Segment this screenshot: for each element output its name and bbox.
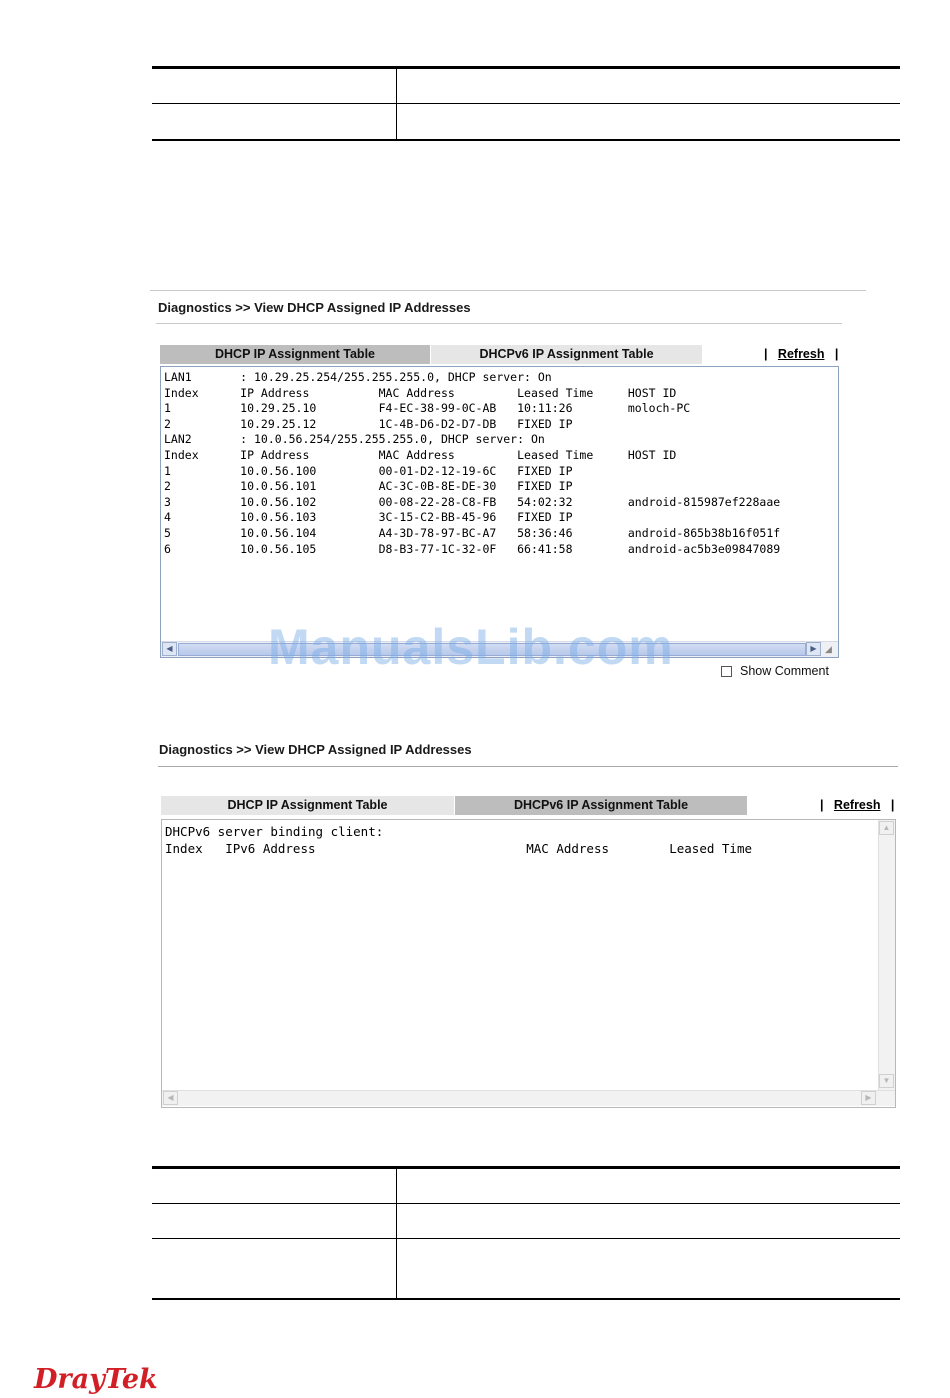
scroll-left-icon[interactable]: ◀ bbox=[163, 1091, 178, 1105]
dhcpv6-table-content: DHCPv6 server binding client: Index IPv6 Address MAC Address Leased Time bbox=[165, 824, 752, 856]
refresh-area bbox=[820, 798, 894, 812]
table-cell bbox=[397, 104, 901, 140]
show-comment-checkbox[interactable] bbox=[721, 666, 732, 677]
refresh-link[interactable]: Refresh bbox=[833, 798, 881, 812]
table-cell bbox=[152, 1204, 397, 1239]
resize-grip-icon[interactable]: ◢ bbox=[825, 644, 832, 654]
separator: | bbox=[820, 798, 824, 812]
table-cell bbox=[397, 1204, 901, 1239]
dhcpv6-table-pane[interactable] bbox=[161, 819, 896, 1108]
divider bbox=[150, 290, 866, 291]
scroll-right-icon[interactable]: ▶ bbox=[861, 1091, 876, 1105]
tab-dhcp-ip-assignment[interactable]: DHCP IP Assignment Table bbox=[160, 345, 430, 364]
bottom-table bbox=[152, 1166, 900, 1300]
divider bbox=[156, 323, 842, 324]
separator: | bbox=[764, 347, 768, 361]
table-cell bbox=[397, 68, 901, 104]
horizontal-scrollbar[interactable] bbox=[162, 1090, 895, 1106]
table-cell bbox=[397, 1168, 901, 1204]
scroll-left-icon[interactable]: ◀ bbox=[162, 642, 177, 656]
scroll-down-icon[interactable]: ▼ bbox=[879, 1074, 894, 1088]
dhcp-table-content: LAN1 : 10.29.25.254/255.255.255.0, DHCP server: On Index IP Address MAC Address Leased Time HOST ID 1 10.29.25.10 F4-EC-38-99-0C-AB 10:11:26 moloch-PC 2 10.29.25.12 1C-4B-D6-D2-D7-DB FIXED IP LAN2 : 10.0.56.254/255.255.255.0, DHCP server: On Index IP Address MAC Address Leased Time HOST ID 1 10.0.56.100 00-01-D2-12-19-6C FIXED IP 2 10.0.56.101 AC-3C-0B-8E-DE-30 FIXED IP 3 10.0.56.102 00-08-22-28-C8-FB 54:02:32 android-815987ef228aae 4 10.0.56.103 3C-15-C2-BB-45-96 FIXED IP 5 10.0.56.104 A4-3D-78-97-BC-A7 58:36:46 android-865b38b16f051f 6 10.0.56.105 D8-B3-77-1C-32-0F 66:41:58 android-ac5b3e09847089 bbox=[164, 370, 781, 556]
breadcrumb: Diagnostics >> View DHCP Assigned IP Addresses bbox=[159, 742, 472, 757]
separator: | bbox=[834, 347, 839, 361]
tab-dhcpv6-ip-assignment[interactable]: DHCPv6 IP Assignment Table bbox=[455, 796, 747, 815]
refresh-area bbox=[764, 347, 838, 361]
divider bbox=[158, 766, 898, 767]
scroll-up-icon[interactable]: ▲ bbox=[879, 821, 894, 835]
table-cell bbox=[152, 1168, 397, 1204]
top-table bbox=[152, 66, 900, 141]
dhcp-table-pane[interactable] bbox=[160, 366, 839, 658]
table-cell bbox=[152, 68, 397, 104]
vertical-scrollbar[interactable] bbox=[878, 820, 895, 1090]
table-cell bbox=[397, 1239, 901, 1299]
separator: | bbox=[890, 798, 895, 812]
refresh-link[interactable]: Refresh bbox=[777, 347, 825, 361]
table-cell bbox=[152, 104, 397, 140]
table-cell bbox=[152, 1239, 397, 1299]
tab-dhcpv6-ip-assignment[interactable]: DHCPv6 IP Assignment Table bbox=[431, 345, 702, 364]
tab-dhcp-ip-assignment[interactable]: DHCP IP Assignment Table bbox=[161, 796, 454, 815]
draytek-logo: DrayTek bbox=[34, 1364, 158, 1395]
breadcrumb: Diagnostics >> View DHCP Assigned IP Addresses bbox=[158, 300, 471, 315]
watermark: ManualsLib.com bbox=[268, 619, 674, 675]
show-comment-label: Show Comment bbox=[740, 664, 829, 678]
scroll-right-icon[interactable]: ▶ bbox=[806, 642, 821, 656]
